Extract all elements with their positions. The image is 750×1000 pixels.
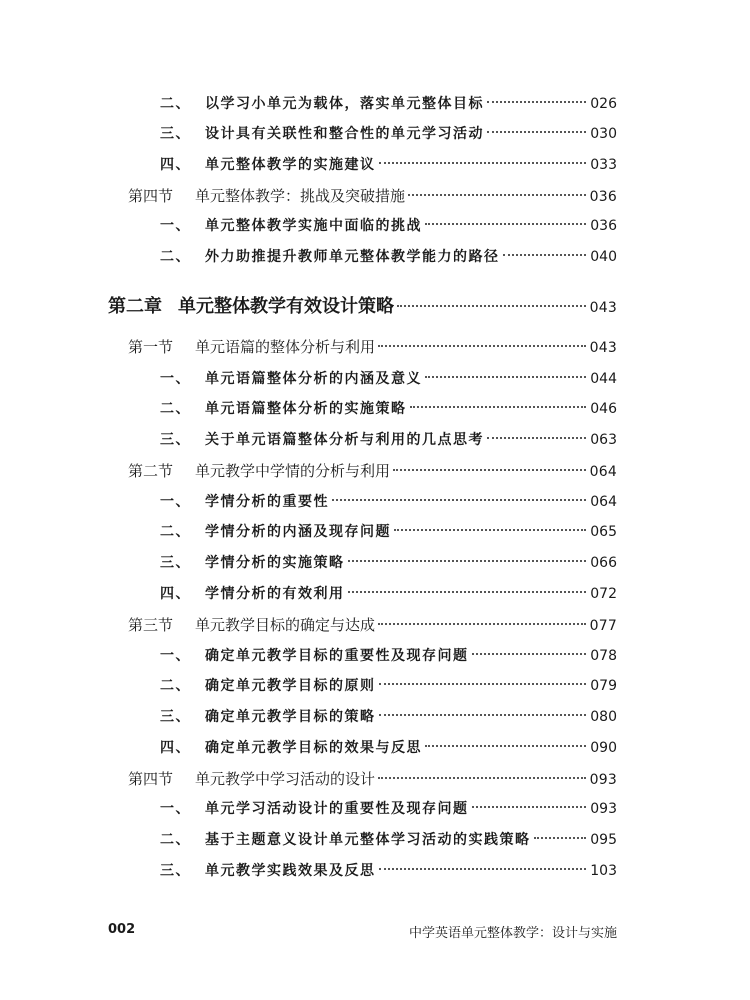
toc-entry-page: 072 — [590, 586, 617, 602]
toc-entry-title: 学情分析的内涵及现存问题 — [205, 524, 391, 540]
toc-entry-page: 036 — [590, 218, 617, 234]
toc-entry-label — [160, 246, 500, 266]
toc-item-entry — [160, 246, 617, 266]
toc-entry-number: 二、 — [160, 401, 191, 417]
toc-entry-page: 078 — [590, 648, 617, 664]
toc-entry-title: 单元教学中学情的分析与利用 — [195, 462, 391, 480]
toc-item-entry — [160, 552, 617, 572]
toc-entry-page: 033 — [590, 157, 617, 173]
toc-item-entry — [160, 215, 617, 235]
toc-entry-page: 095 — [590, 832, 617, 848]
toc-item-entry — [160, 737, 617, 757]
toc-entry-page: 079 — [590, 678, 617, 694]
toc-entry-number: 二、 — [160, 832, 191, 848]
dot-leader — [425, 223, 586, 225]
toc-entry-label — [160, 583, 345, 603]
dot-leader — [378, 623, 586, 625]
dot-leader — [393, 469, 586, 471]
toc-entry-label — [160, 706, 376, 726]
toc-entry-label — [128, 185, 405, 206]
dot-leader — [487, 101, 586, 103]
toc-entry-label — [160, 215, 422, 235]
toc-entry-number: 一、 — [160, 218, 191, 234]
toc-entry-page: 043 — [589, 300, 617, 316]
dot-leader — [394, 529, 586, 531]
dot-leader — [487, 437, 586, 439]
toc-entry-label — [160, 798, 469, 818]
toc-entry-page: 080 — [590, 709, 617, 725]
toc-entry-page: 026 — [590, 96, 617, 112]
dot-leader — [503, 254, 587, 256]
toc-item-entry — [160, 583, 617, 603]
toc-entry-label — [160, 368, 422, 388]
toc-entry-title: 以学习小单元为载体，落实单元整体目标 — [205, 96, 484, 112]
toc-entry-number: 第四节 — [128, 770, 174, 788]
toc-entry-page: 044 — [590, 371, 617, 387]
toc-entry-label — [160, 93, 484, 113]
toc-entry-number: 四、 — [160, 157, 191, 173]
toc-entry-title: 单元语篇的整体分析与利用 — [195, 338, 376, 356]
footer-page-number: 002 — [108, 922, 136, 937]
toc-entry-number: 三、 — [160, 863, 191, 879]
toc-entry-number: 三、 — [160, 555, 191, 571]
dot-leader — [487, 131, 586, 133]
toc-item-entry — [160, 154, 617, 174]
toc-entry-title: 单元整体教学有效设计策略 — [178, 296, 394, 317]
toc-entry-title: 单元语篇整体分析的内涵及意义 — [205, 371, 422, 387]
toc-entry-number: 一、 — [160, 494, 191, 510]
toc-entry-number: 一、 — [160, 648, 191, 664]
toc-chapter-entry — [108, 292, 617, 318]
toc-entry-number: 二、 — [160, 249, 191, 265]
toc-entry-page: 040 — [590, 249, 617, 265]
toc-entry-page: 030 — [590, 126, 617, 142]
toc-entry-page: 043 — [589, 340, 617, 356]
toc-entry-label — [160, 154, 376, 174]
toc-entry-label — [160, 491, 329, 511]
footer-book-title: 中学英语单元整体教学：设计与实施 — [408, 926, 617, 941]
toc-entry-label — [160, 829, 531, 849]
toc-entry-number: 一、 — [160, 371, 191, 387]
toc-entry-number: 三、 — [160, 432, 191, 448]
dot-leader — [378, 345, 586, 347]
toc-entry-title: 设计具有关联性和整合性的单元学习活动 — [205, 126, 484, 142]
page-footer — [108, 922, 617, 941]
toc-entry-number: 四、 — [160, 740, 191, 756]
toc-entry-page: 093 — [590, 801, 617, 817]
toc-entry-title: 基于主题意义设计单元整体学习活动的实践策略 — [205, 832, 531, 848]
dot-leader — [425, 376, 586, 378]
toc-entry-title: 确定单元教学目标的原则 — [205, 678, 376, 694]
dot-leader — [534, 837, 587, 839]
toc-entry-label — [160, 737, 422, 757]
dot-leader — [348, 560, 587, 562]
toc-entry-number: 三、 — [160, 709, 191, 725]
toc-entry-number: 四、 — [160, 586, 191, 602]
toc-entry-label — [160, 645, 469, 665]
dot-leader — [472, 653, 587, 655]
toc-entry-page: 036 — [589, 189, 617, 205]
toc-entry-number: 第三节 — [128, 616, 174, 634]
toc-entry-label — [128, 768, 375, 789]
dot-leader — [378, 777, 586, 779]
toc-entry-number: 三、 — [160, 126, 191, 142]
dot-leader — [379, 683, 587, 685]
toc-entry-page: 090 — [590, 740, 617, 756]
toc-entry-title: 单元整体教学实施中面临的挑战 — [205, 218, 422, 234]
toc-entry-page: 066 — [590, 555, 617, 571]
toc-item-entry — [160, 123, 617, 143]
toc-entry-title: 关于单元语篇整体分析与利用的几点思考 — [205, 432, 484, 448]
toc-entry-title: 单元整体教学的实施建议 — [205, 157, 376, 173]
toc-entry-title: 单元整体教学：挑战及突破措施 — [195, 187, 406, 205]
toc-section-entry — [128, 460, 617, 481]
toc-entry-title: 确定单元教学目标的策略 — [205, 709, 376, 725]
toc-entry-label — [160, 429, 484, 449]
toc-entry-label — [108, 292, 394, 318]
toc-entry-number: 第二节 — [128, 462, 174, 480]
toc-entry-label — [160, 860, 376, 880]
toc-entry-label — [160, 521, 391, 541]
toc-entry-number: 二、 — [160, 524, 191, 540]
toc-entry-label — [160, 675, 376, 695]
toc-section-entry — [128, 768, 617, 789]
dot-leader — [408, 194, 586, 196]
toc-entry-number: 第二章 — [108, 296, 162, 317]
dot-leader — [332, 499, 586, 501]
dot-leader — [379, 714, 587, 716]
toc-entry-title: 确定单元教学目标的重要性及现存问题 — [205, 648, 469, 664]
toc-section-entry — [128, 614, 617, 635]
toc-item-entry — [160, 645, 617, 665]
toc-entry-title: 单元学习活动设计的重要性及现存问题 — [205, 801, 469, 817]
toc-entry-title: 学情分析的重要性 — [205, 494, 329, 510]
toc-entry-title: 学情分析的实施策略 — [205, 555, 345, 571]
toc-entry-number: 第一节 — [128, 338, 174, 356]
toc-entry-page: 046 — [590, 401, 617, 417]
toc-entry-label — [160, 123, 484, 143]
toc-entry-title: 单元语篇整体分析的实施策略 — [205, 401, 407, 417]
toc-entry-page: 065 — [590, 524, 617, 540]
toc-item-entry — [160, 829, 617, 849]
toc-section-entry — [128, 185, 617, 206]
toc-item-entry — [160, 398, 617, 418]
toc-entry-title: 学情分析的有效利用 — [205, 586, 345, 602]
toc-entry-page: 103 — [590, 863, 617, 879]
toc-entry-label — [160, 552, 345, 572]
toc-entry-label — [160, 398, 407, 418]
toc-entry-label — [128, 460, 390, 481]
toc-item-entry — [160, 429, 617, 449]
toc-entry-title: 外力助推提升教师单元整体教学能力的路径 — [205, 249, 500, 265]
toc-entry-number: 第四节 — [128, 187, 174, 205]
toc-entry-number: 二、 — [160, 96, 191, 112]
toc-entry-number: 一、 — [160, 801, 191, 817]
toc-item-entry — [160, 798, 617, 818]
toc-entry-page: 064 — [589, 464, 617, 480]
toc-item-entry — [160, 706, 617, 726]
toc-item-entry — [160, 491, 617, 511]
dot-leader — [379, 162, 587, 164]
dot-leader — [425, 745, 586, 747]
toc-entry-number: 二、 — [160, 678, 191, 694]
toc-item-entry — [160, 521, 617, 541]
toc-entry-title: 单元教学目标的确定与达成 — [195, 616, 376, 634]
toc-entry-page: 064 — [590, 494, 617, 510]
toc-entry-label — [128, 614, 375, 635]
toc-entry-label — [128, 336, 375, 357]
toc-entry-title: 单元教学实践效果及反思 — [205, 863, 376, 879]
toc-entry-title: 单元教学中学习活动的设计 — [195, 770, 376, 788]
toc-section-entry — [128, 336, 617, 357]
toc-entry-title: 确定单元教学目标的效果与反思 — [205, 740, 422, 756]
toc-item-entry — [160, 368, 617, 388]
toc-item-entry — [160, 93, 617, 113]
toc-item-entry — [160, 860, 617, 880]
dot-leader — [472, 806, 587, 808]
toc-entry-page: 077 — [589, 618, 617, 634]
toc-item-entry — [160, 675, 617, 695]
toc-entry-page: 063 — [590, 432, 617, 448]
toc-entry-page: 093 — [589, 772, 617, 788]
dot-leader — [379, 868, 587, 870]
dot-leader — [410, 406, 587, 408]
dot-leader — [348, 591, 587, 593]
dot-leader — [397, 305, 586, 307]
